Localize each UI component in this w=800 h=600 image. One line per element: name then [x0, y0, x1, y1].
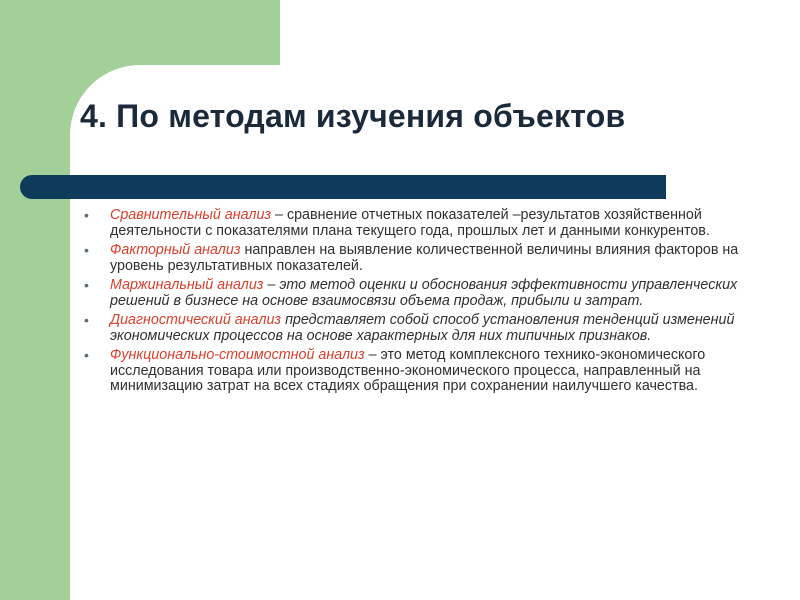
list-item	[82, 348, 742, 395]
term-label: Функционально-стоимостной анализ	[110, 347, 365, 363]
bullet-icon: •	[84, 277, 89, 293]
item-text: представляет собой способ установления тенденций изменений экономических процессов на основе характерных для них типичных признаков.	[110, 312, 735, 344]
list-item	[82, 243, 742, 274]
bullet-icon: •	[84, 207, 89, 223]
term-label: Факторный анализ	[110, 242, 241, 258]
title-underline-bar	[20, 175, 666, 199]
term-label: Сравнительный анализ	[110, 207, 272, 223]
bullet-icon: •	[84, 347, 89, 363]
bullet-icon: •	[84, 242, 89, 258]
list-item	[82, 313, 742, 344]
term-label: Маржинальный анализ	[110, 277, 264, 293]
item-text: – это метод комплексного технико-экономического исследования товара или производственно-экономического процесса, направленный на минимизацию затрат на всех стадиях обращения при сохранении наилучшего качества.	[110, 347, 706, 394]
list-item	[82, 208, 742, 239]
list-item	[82, 278, 742, 309]
item-text: направлен на выявление количественной величины влияния факторов на уровень результативных показателей.	[110, 242, 739, 274]
slide-title: 4. По методам изучения объектов	[80, 98, 626, 134]
term-label: Диагностический анализ	[110, 312, 282, 328]
bullet-icon: •	[84, 312, 89, 328]
item-text: – это метод оценки и обоснования эффективности управленческих решений в бизнесе на основе взаимосвязи объема продаж, прибыли и затрат.	[110, 277, 738, 309]
bullet-list	[82, 208, 742, 399]
item-text: – сравнение отчетных показателей –результатов хозяйственной деятельности с показателями плана текущего года, прошлых лет и данными конкурентов.	[110, 207, 710, 239]
